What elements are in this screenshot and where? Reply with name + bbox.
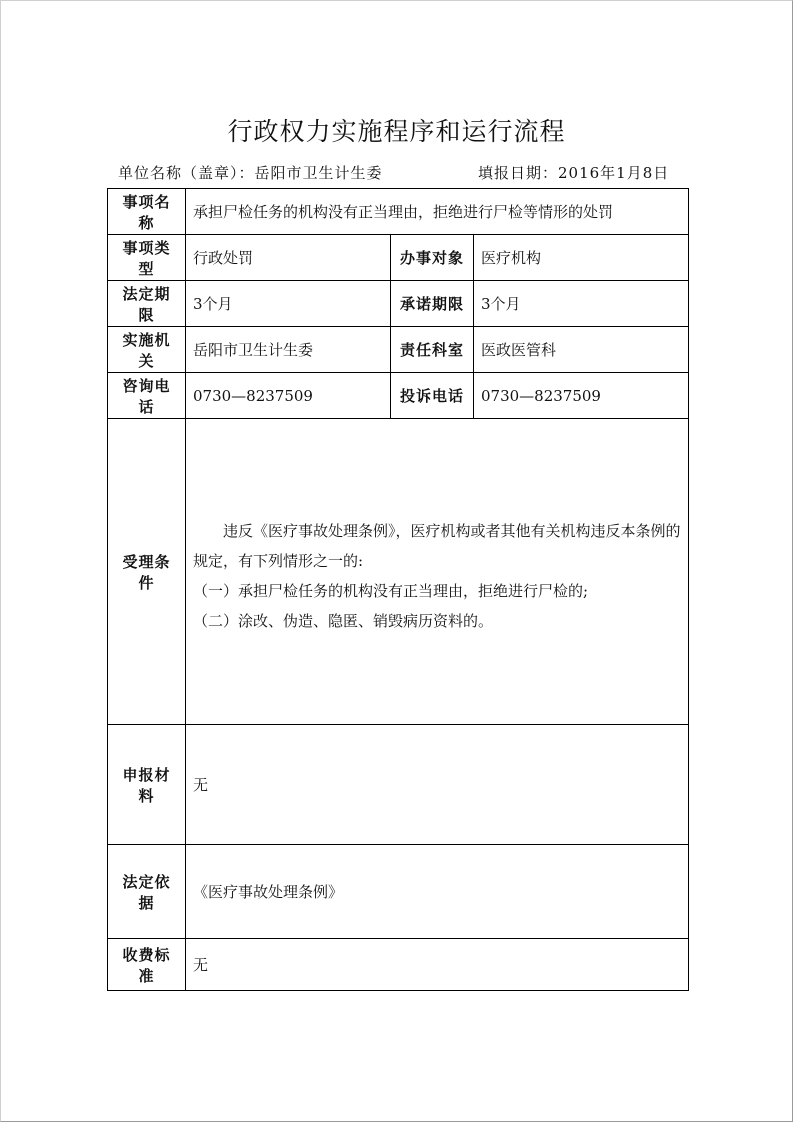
row-materials: [108, 725, 689, 845]
conditions-value: [186, 419, 689, 725]
item-type-value: 行政处罚: [186, 235, 391, 281]
row-fee: [108, 939, 689, 991]
conditions-label: 受理条件: [108, 419, 186, 725]
row-legal-basis: [108, 845, 689, 939]
row-conditions: [108, 419, 689, 725]
legal-period-value: 3个月: [186, 281, 391, 327]
row-phone: [108, 373, 689, 419]
fee-label: 收费标准: [108, 939, 186, 991]
document-title: 行政权力实施程序和运行流程: [227, 117, 566, 146]
legal-basis-label: 法定依据: [108, 845, 186, 939]
target-value: 医疗机构: [474, 235, 689, 281]
unit-name-label: 单位名称（盖章）：岳阳市卫生计生委: [118, 164, 383, 182]
row-item-type: [108, 235, 689, 281]
target-label: 办事对象: [391, 235, 474, 281]
row-agency: [108, 327, 689, 373]
item-name-label: 事项名称: [108, 189, 186, 235]
procedure-table: [107, 188, 689, 991]
item-name-value: 承担尸检任务的机构没有正当理由，拒绝进行尸检等情形的处罚: [186, 189, 689, 235]
promised-period-label: 承诺期限: [391, 281, 474, 327]
complaint-phone-value: 0730—8237509: [474, 373, 689, 419]
fill-date-label: 填报日期：2016年1月8日: [478, 164, 670, 182]
materials-label: 申报材料: [108, 725, 186, 845]
agency-label: 实施机关: [108, 327, 186, 373]
department-label: 责任科室: [391, 327, 474, 373]
row-period: [108, 281, 689, 327]
conditions-paragraph: 违反《医疗事故处理条例》，医疗机构或者其他有关机构违反本条例的规定，有下列情形之一的:: [193, 521, 681, 570]
conditions-item: （一）承担尸检任务的机构没有正当理由，拒绝进行尸检的;: [193, 581, 589, 600]
consult-phone-value: 0730—8237509: [186, 373, 391, 419]
fee-value: 无: [186, 939, 689, 991]
row-item-name: [108, 189, 689, 235]
complaint-phone-label: 投诉电话: [391, 373, 474, 419]
materials-value: 无: [186, 725, 689, 845]
conditions-item: （二）涂改、伪造、隐匿、销毁病历资料的。: [193, 611, 494, 630]
department-value: 医政医管科: [474, 327, 689, 373]
legal-period-label: 法定期限: [108, 281, 186, 327]
legal-basis-value: 《医疗事故处理条例》: [186, 845, 689, 939]
agency-value: 岳阳市卫生计生委: [186, 327, 391, 373]
consult-phone-label: 咨询电话: [108, 373, 186, 419]
promised-period-value: 3个月: [474, 281, 689, 327]
item-type-label: 事项类型: [108, 235, 186, 281]
